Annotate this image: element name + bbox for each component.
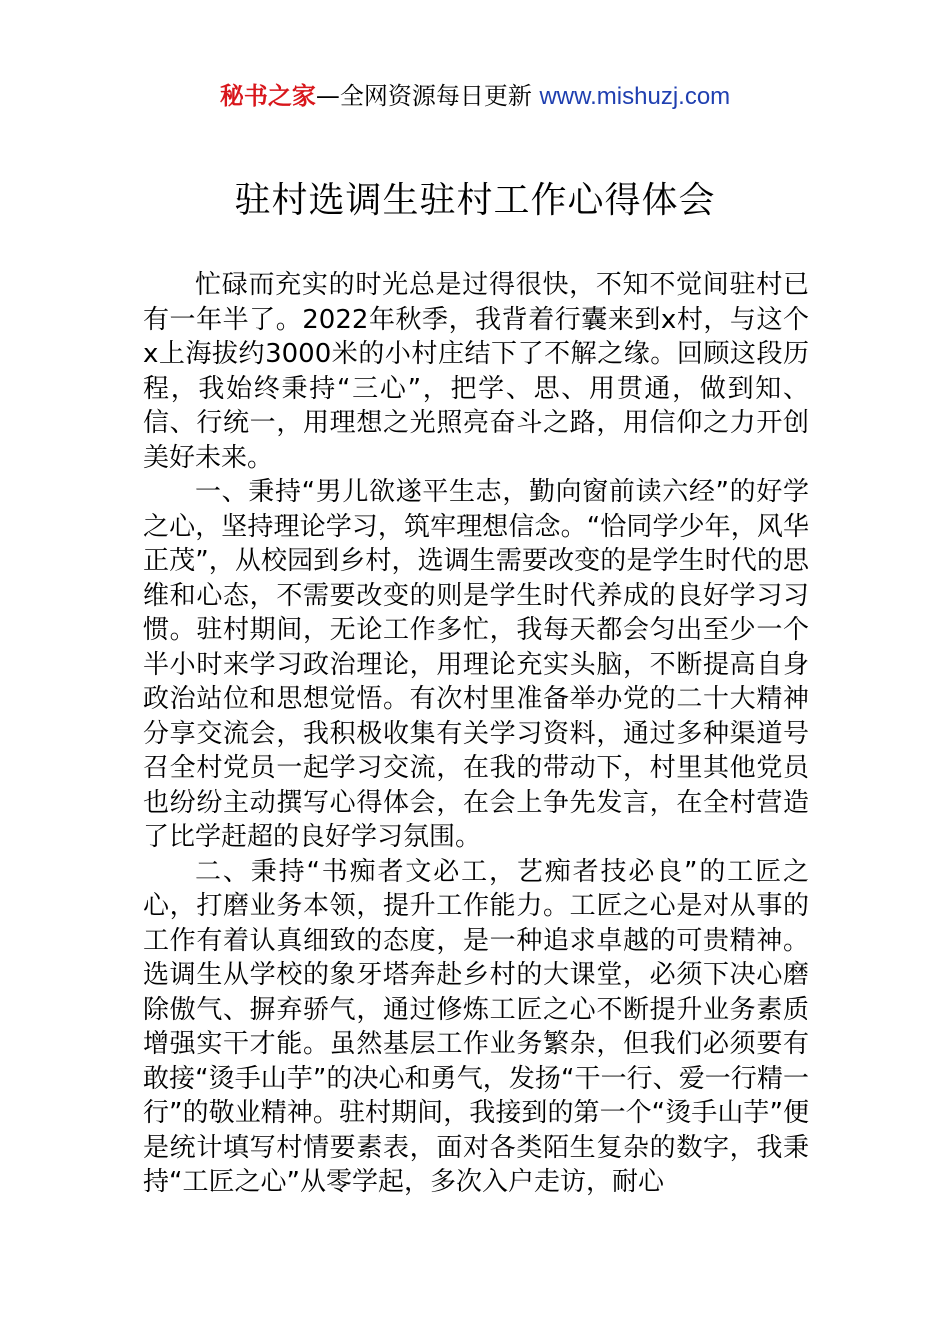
paragraph-section-1: 一、秉持“男儿欲遂平生志，勤向窗前读六经”的好学之心，坚持理论学习，筑牢理想信念。“恰同学少年，风华正茂”，从校园到乡村，选调生需要改变的是学生时代的思维和心态，不需要改变的则是学生时代养成的良好学习习惯。驻村期间，无论工作多忙，我每天都会匀出至少一个半小时来学习政治理论，用理论充实头脑，不断提高自身政治站位和思想觉悟。有次村里准备举办党的二十大精神分享交流会，我积极收集有关学习资料，通过多种渠道号召全村党员一起学习交流，在我的带动下，村里其他党员也纷纷主动撰写心得体会，在会上争先发言，在全村营造了比学赶超的良好学习氛围。 xyxy=(143,477,809,852)
paragraph-section-2: 二、秉持“书痴者文必工，艺痴者技必良”的工匠之心，打磨业务本领，提升工作能力。工匠之心是对从事的工作有着认真细致的态度，是一种追求卓越的可贵精神。选调生从学校的象牙塔奔赴乡村的大课堂，必须下决心磨除傲气、摒弃骄气，通过修炼工匠之心不断提升业务素质增强实干才能。虽然基层工作业务繁杂，但我们必须要有敢接“烫手山芋”的决心和勇气，发扬“干一行、爱一行精一行”的敬业精神。驻村期间，我接到的第一个“烫手山芋”便是统计填写村情要素表，面对各类陌生复杂的数字，我秉持“工匠之心”从零学起，多次入户走访，耐心 xyxy=(143,856,809,1197)
site-url-link[interactable]: www.mishuzj.com xyxy=(539,83,731,110)
site-tagline: —全网资源每日更新 xyxy=(315,82,540,110)
site-header xyxy=(0,78,950,115)
site-brand: 秘书之家 xyxy=(219,82,316,110)
paragraph-intro: 忙碌而充实的时光总是过得很快，不知不觉间驻村已有一年半了。2022年秋季，我背着行囊来到x村，与这个x上海拔约3000米的小村庄结下了不解之缘。回顾这段历程，我始终秉持“三心”，把学、思、用贯通，做到知、信、行统一，用理想之光照亮奋斗之路，用信仰之力开创美好未来。 xyxy=(143,270,809,473)
document-body xyxy=(143,268,809,1200)
document-title: 驻村选调生驻村工作心得体会 xyxy=(234,180,716,221)
